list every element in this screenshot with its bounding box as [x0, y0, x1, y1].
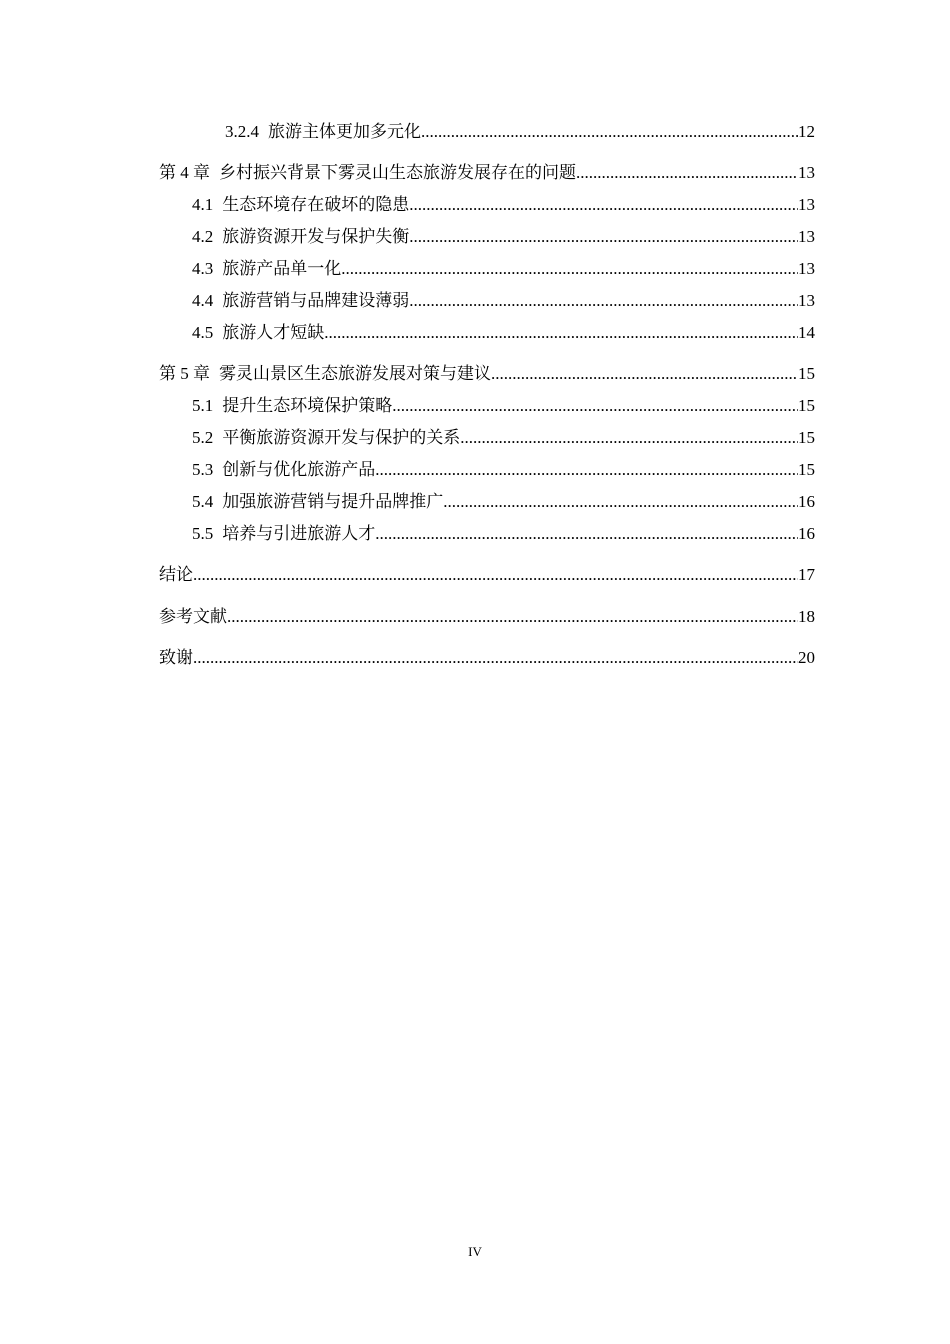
toc-entry-chapter-5[interactable]: [159, 361, 815, 387]
toc-entry-number: 第 5 章: [159, 364, 210, 383]
toc-entry-page: 13: [798, 227, 815, 246]
toc-entry-5-2[interactable]: [159, 425, 815, 451]
toc-entry-page: 13: [798, 195, 815, 214]
toc-entry-number: 4.2: [192, 227, 214, 246]
toc-dot-leader: [576, 160, 798, 186]
toc-entry-title: 生态环境存在破坏的隐患: [222, 195, 410, 214]
toc-entry-title: 旅游营销与品牌建设薄弱: [222, 291, 410, 310]
toc-dot-leader: [491, 361, 798, 387]
toc-entry-number: 5.4: [192, 492, 214, 511]
toc-entry-acknowledgements[interactable]: [159, 645, 815, 671]
toc-entry-title: 雾灵山景区生态旅游发展对策与建议: [219, 364, 491, 384]
toc-entry-page: 15: [798, 460, 815, 479]
toc-entry-page: 17: [798, 565, 815, 584]
toc-entry-page: 18: [798, 607, 815, 626]
toc-entry-title: 平衡旅游资源开发与保护的关系: [222, 428, 461, 447]
toc-entry-number: 第 4 章: [159, 163, 210, 182]
toc-entry-number: 4.4: [192, 291, 214, 310]
toc-entry-page: 13: [798, 163, 815, 182]
toc-entry-number: 5.3: [192, 460, 214, 479]
toc-entry-title: 旅游主体更加多元化: [268, 122, 421, 141]
toc-entry-5-5[interactable]: [159, 521, 815, 547]
toc-dot-leader: [421, 119, 798, 145]
toc-entry-4-4[interactable]: [159, 288, 815, 314]
toc-dot-leader: [227, 604, 798, 630]
toc-entry-title: 加强旅游营销与提升品牌推广: [222, 492, 444, 511]
toc-entry-page: 20: [798, 648, 815, 667]
toc-entry-page: 13: [798, 291, 815, 310]
toc-entry-page: 16: [798, 492, 815, 511]
toc-entry-4-3[interactable]: [159, 256, 815, 282]
toc-dot-leader: [409, 288, 798, 314]
toc-entry-title: 旅游人才短缺: [222, 323, 325, 342]
toc-dot-leader: [193, 562, 798, 588]
toc-entry-title: 致谢: [159, 648, 193, 668]
page-number: IV: [468, 1244, 482, 1259]
toc-entry-number: 3.2.4: [225, 122, 259, 141]
toc-entry-number: 5.2: [192, 428, 214, 447]
toc-dot-leader: [375, 521, 798, 547]
toc-entry-number: 4.5: [192, 323, 214, 342]
toc-entry-5-3[interactable]: [159, 457, 815, 483]
toc-dot-leader: [392, 393, 798, 419]
toc-entry-title: 创新与优化旅游产品: [222, 460, 376, 479]
toc-entry-4-2[interactable]: [159, 224, 815, 250]
toc-dot-leader: [460, 425, 798, 451]
toc-dot-leader: [193, 645, 798, 671]
toc-entry-title: 培养与引进旅游人才: [222, 524, 376, 543]
toc-entry-conclusion[interactable]: [159, 562, 815, 588]
toc-entry-references[interactable]: [159, 604, 815, 630]
toc-entry-page: 12: [798, 122, 815, 141]
toc-entry-4-5[interactable]: [159, 320, 815, 346]
toc-dot-leader: [341, 256, 798, 282]
toc-entry-title: 旅游资源开发与保护失衡: [222, 227, 410, 246]
toc-dot-leader: [443, 489, 798, 515]
toc-entry-chapter-4[interactable]: [159, 160, 815, 186]
toc-entry-3-2-4[interactable]: [159, 119, 815, 145]
toc-entry-page: 15: [798, 428, 815, 447]
toc-entry-title: 提升生态环境保护策略: [222, 396, 393, 415]
toc-entry-4-1[interactable]: [159, 192, 815, 218]
toc-dot-leader: [324, 320, 798, 346]
toc-entry-page: 15: [798, 396, 815, 415]
toc-entry-title: 旅游产品单一化: [222, 259, 342, 278]
toc-entry-page: 15: [798, 364, 815, 383]
toc-entry-page: 16: [798, 524, 815, 543]
toc-entry-page: 14: [798, 323, 815, 342]
toc-entry-title: 乡村振兴背景下雾灵山生态旅游发展存在的问题: [219, 163, 576, 183]
toc-dot-leader: [409, 224, 798, 250]
toc-entry-title: 参考文献: [159, 607, 227, 627]
toc-dot-leader: [375, 457, 798, 483]
toc-entry-page: 13: [798, 259, 815, 278]
toc-entry-5-1[interactable]: [159, 393, 815, 419]
toc-entry-number: 4.1: [192, 195, 214, 214]
toc-entry-5-4[interactable]: [159, 489, 815, 515]
toc-dot-leader: [409, 192, 798, 218]
toc-entry-title: 结论: [159, 565, 193, 585]
toc-entry-number: 5.5: [192, 524, 214, 543]
toc-entry-number: 5.1: [192, 396, 214, 415]
toc-entry-number: 4.3: [192, 259, 214, 278]
